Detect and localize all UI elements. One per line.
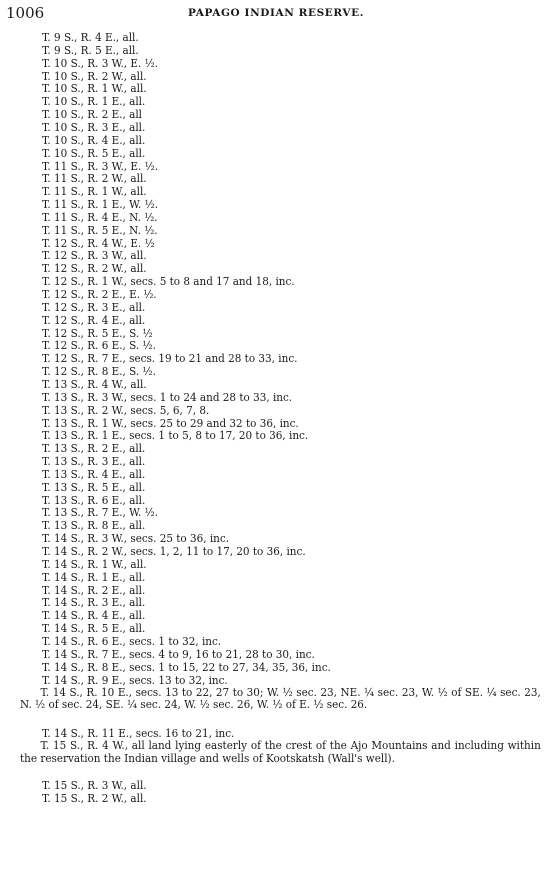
entry-line: T. 12 S., R. 5 E., S. ½ [42,326,153,340]
entry-line: T. 10 S., R. 3 E., all. [42,120,146,134]
entry-line: T. 13 S., R. 4 E., all. [42,467,146,481]
entry-line: T. 10 S., R. 1 E., all. [42,95,146,109]
entry-line: T. 14 S., R. 6 E., secs. 1 to 32, inc. [42,634,222,648]
entry-line: T. 11 S., R. 3 W., E. ½. [42,159,159,173]
entry-line: T. 13 S., R. 2 E., all. [42,442,146,456]
page-number: 1006 [6,4,45,22]
entry-line: T. 12 S., R. 3 W., all. [42,249,147,263]
entry-line: T. 12 S., R. 7 E., secs. 19 to 21 and 28 to 33, inc. [42,352,298,366]
entry-line: T. 14 S., R. 3 E., all. [42,596,146,610]
entry-line: T. 13 S., R. 1 E., secs. 1 to 5, 8 to 17, 20 to 36, inc. [42,429,309,443]
entry-line: T. 13 S., R. 3 E., all. [42,455,146,469]
entry-line: T. 10 S., R. 3 W., E. ½. [42,56,159,70]
entry-line: T. 14 S., R. 5 E., all. [42,622,146,636]
paragraph-t14s-r10e: T. 14 S., R. 10 E., secs. 13 to 22, 27 to 30; W. ½ sec. 23, NE. ¼ sec. 23, W. ½ of SE. ¼ sec. 23, N. ½ of sec. 24, SE. ¼ sec. 24, W. ½ sec. 26, W. ½ of E. ½ sec. 26. [20,685,541,712]
entry-line: T. 11 S., R. 5 E., N. ½. [42,223,158,237]
entry-line: T. 12 S., R. 6 E., S. ½. [42,339,156,353]
entry-line: T. 12 S., R. 4 W., E. ½ [42,236,155,250]
entry-line: T. 11 S., R. 2 W., all. [42,172,147,186]
entry-line: T. 12 S., R. 4 E., all. [42,313,146,327]
entry-line: T. 13 S., R. 5 E., all. [42,480,146,494]
entry-line: T. 14 S., R. 1 E., all. [42,570,146,584]
entry-line: T. 13 S., R. 7 E., W. ½. [42,506,159,520]
entry-line: T. 12 S., R. 8 E., S. ½. [42,365,156,379]
entry-line: T. 10 S., R. 5 E., all. [42,146,146,160]
entry-line: T. 11 S., R. 1 W., all. [42,185,147,199]
entry-line: T. 14 S., R. 7 E., secs. 4 to 9, 16 to 21, 28 to 30, inc. [42,647,315,661]
entry-line: T. 14 S., R. 1 W., all. [42,557,147,571]
entry-line: T. 10 S., R. 2 E., all [42,108,143,122]
entry-line: T. 13 S., R. 2 W., secs. 5, 6, 7, 8. [42,403,210,417]
entry-line: T. 13 S., R. 6 E., all. [42,493,146,507]
entry-line: T. 14 S., R. 3 W., secs. 25 to 36, inc. [42,532,230,546]
entry-line: T. 14 S., R. 8 E., secs. 1 to 15, 22 to 27, 34, 35, 36, inc. [42,660,331,674]
entry-line: T. 9 S., R. 5 E., all. [42,43,139,57]
entry-line: T. 13 S., R. 3 W., secs. 1 to 24 and 28 to 33, inc. [42,390,293,404]
entry-line: T. 13 S., R. 1 W., secs. 25 to 29 and 32 to 36, inc. [42,416,299,430]
entry-line: T. 14 S., R. 4 E., all. [42,609,146,623]
entry-line: T. 14 S., R. 2 W., secs. 1, 2, 11 to 17, 20 to 36, inc. [42,545,306,558]
entry-line: T. 12 S., R. 1 W., secs. 5 to 8 and 17 and 18, inc. [42,275,295,289]
entry-line: T. 12 S., R. 2 W., all. [42,262,147,276]
entry-line: T. 13 S., R. 8 E., all. [42,519,146,533]
entry-line: T. 14 S., R. 9 E., secs. 13 to 32, inc. [42,673,228,687]
entry-line: T. 15 S., R. 2 W., all. [42,792,147,806]
entry-line: T. 15 S., R. 3 W., all. [42,779,147,793]
entry-line: T. 12 S., R. 3 E., all. [42,300,146,314]
entry-line: T. 13 S., R. 4 W., all. [42,377,147,391]
page-header [6,4,546,22]
entry-line: T. 14 S., R. 11 E., secs. 16 to 21, inc. [42,726,235,740]
entry-line: T. 9 S., R. 4 E., all. [42,31,139,44]
entry-line: T. 11 S., R. 1 E., W. ½. [42,198,159,212]
entry-line: T. 10 S., R. 4 E., all. [42,133,146,147]
running-title: PAPAGO INDIAN RESERVE. [188,7,364,19]
paragraph-t15s-r4w: T. 15 S., R. 4 W., all land lying easterly of the crest of the Ajo Mountains and including within the reservation the Indian village and wells of Kootskatsh (Wall's well). [20,739,541,765]
entry-line: T. 10 S., R. 2 W., all. [42,69,147,83]
entry-line: T. 12 S., R. 2 E., E. ½. [42,288,157,301]
entry-line: T. 14 S., R. 2 E., all. [42,583,146,597]
entry-line: T. 11 S., R. 4 E., N. ½. [42,210,158,224]
entry-line: T. 10 S., R. 1 W., all. [42,82,147,96]
